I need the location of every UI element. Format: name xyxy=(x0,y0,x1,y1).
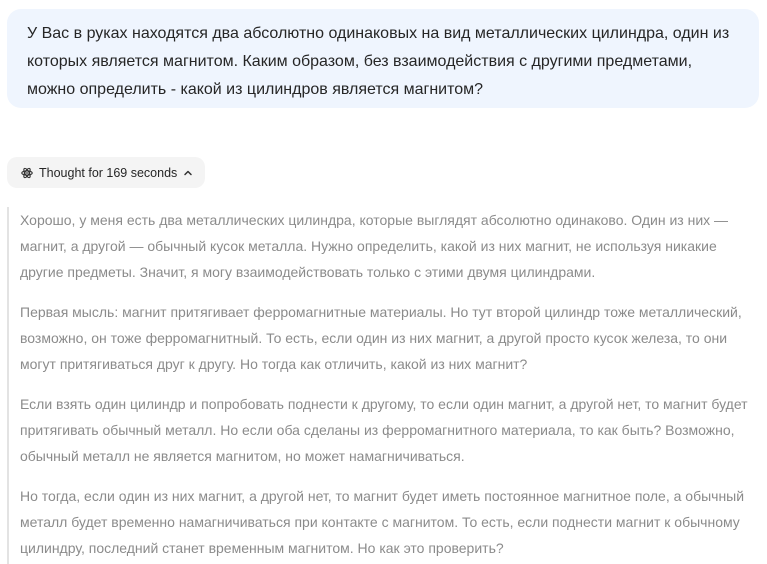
user-message-bubble xyxy=(7,9,759,108)
thinking-paragraph: Если взять один цилиндр и попробовать поднести к другому, то если один магнит, а другой нет, то магнит будет притягивать обычный металл. Но если оба сделаны из ферромагнитного материала, то как быть? Возможно, обычный металл не является магнитом, но может намагничиваться. xyxy=(20,396,748,464)
thought-toggle-button[interactable] xyxy=(7,157,205,188)
thinking-paragraph: Но тогда, если один из них магнит, а другой нет, то магнит будет иметь постоянное магнитное поле, а обычный металл будет временно намагничиваться при контакте с магнитом. То есть, если поднести магнит к обычному цилиндру, последний станет временным магнитом. Но как это проверить? xyxy=(20,488,745,556)
thinking-paragraph: Хорошо, у меня есть два металлических цилиндра, которые выглядят абсолютно одинаково. Один из них — магнит, а другой — обычный кусок металла. Нужно определить, какой из них магнит, не используя никакие другие предметы. Значит, я могу взаимодействовать только с этими двумя цилиндрами. xyxy=(20,212,729,280)
thinking-paragraph: Первая мысль: магнит притягивает ферромагнитные материалы. Но тут второй цилиндр тоже металлический, возможно, он тоже ферромагнитный. То есть, если один из них магнит, а другой просто кусок железа, то они могут притягиваться друг к другу. Но тогда как отличить, какой из них магнит? xyxy=(20,304,742,372)
chevron-up-icon xyxy=(183,168,193,178)
thinking-content xyxy=(7,207,757,564)
thought-duration-label: Thought for 169 seconds xyxy=(39,165,178,180)
user-message-text: У Вас в руках находятся два абсолютно одинаковых на вид металлических цилиндра, один из которых является магнитом. Каким образом, без взаимодействия с другими предметами, можно определить - какой из цилиндров является магнитом? xyxy=(27,25,730,98)
atom-icon xyxy=(21,167,33,179)
